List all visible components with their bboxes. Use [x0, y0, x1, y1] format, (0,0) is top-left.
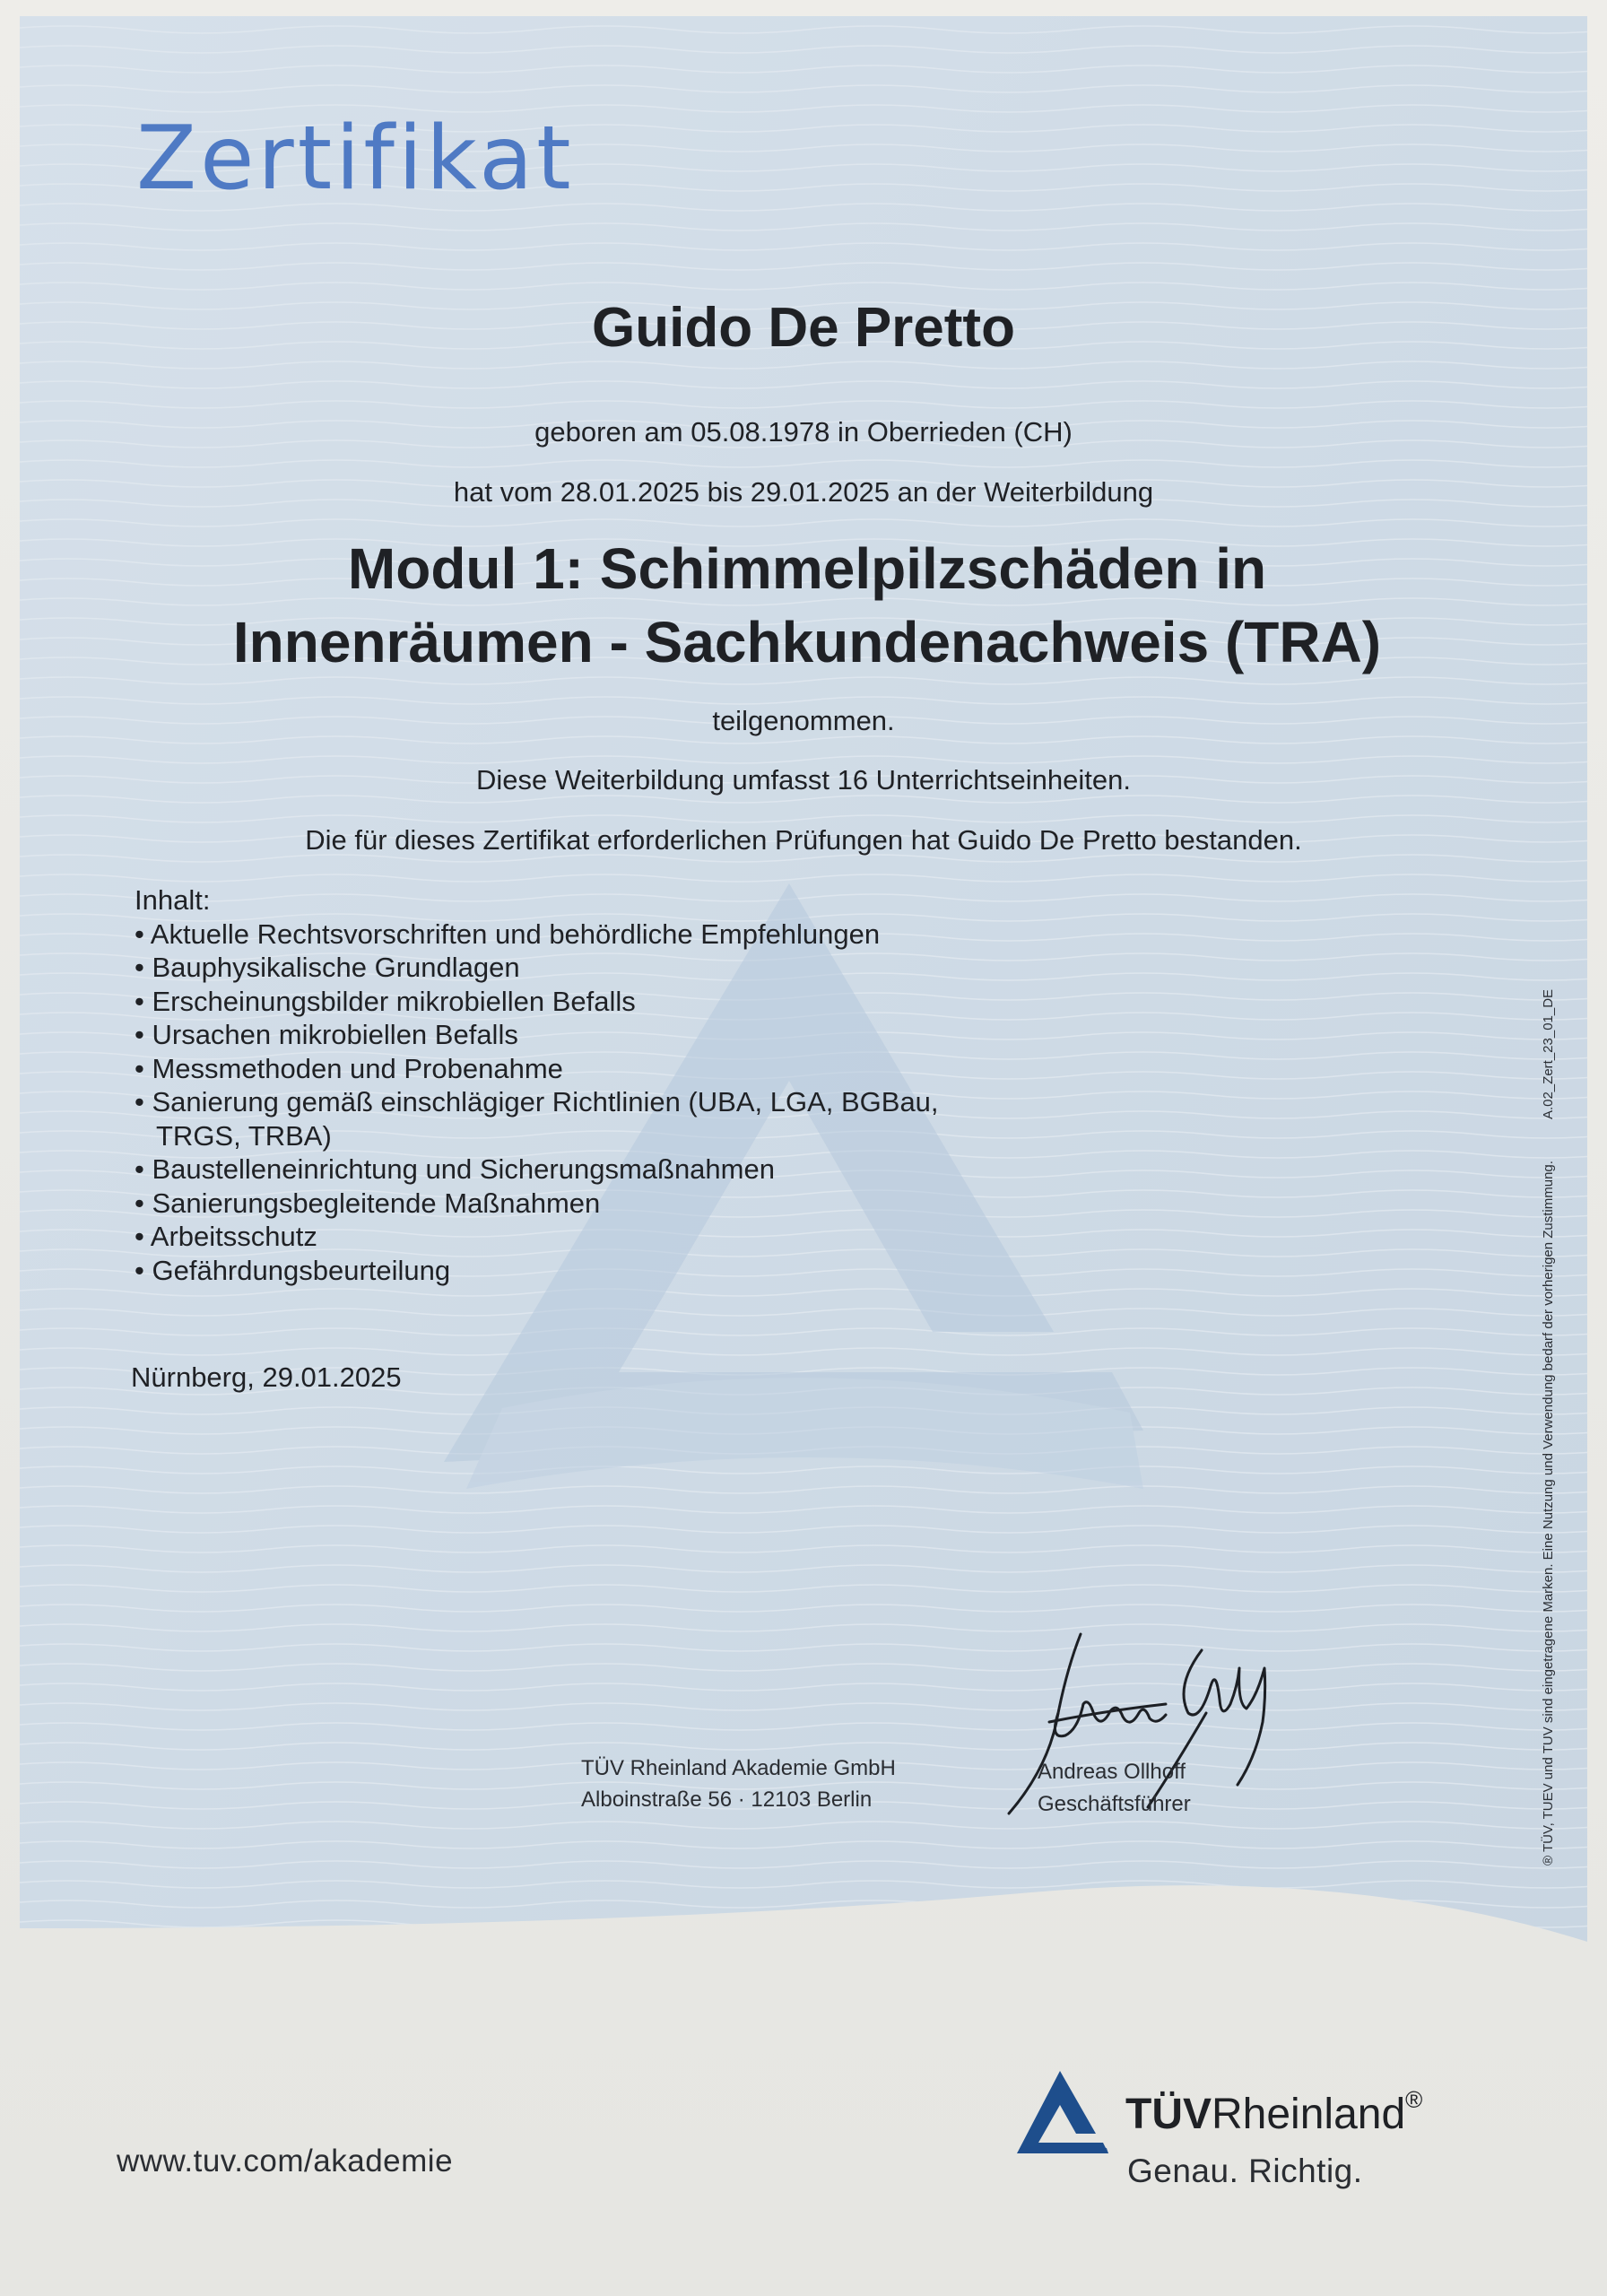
list-item-text: Gefährdungsbeurteilung [152, 1254, 451, 1286]
bullet: • [135, 1153, 144, 1185]
certificate-title: Zertifikat [136, 108, 575, 210]
module-title [0, 532, 1607, 679]
signer-block [1038, 1756, 1191, 1821]
list-item [135, 1220, 939, 1254]
signer-title: Geschäftsführer [1038, 1792, 1191, 1816]
recipient-name: Guido De Pretto [592, 297, 1015, 359]
place-date: Nürnberg, 29.01.2025 [131, 1361, 402, 1393]
birth-line: geboren am 05.08.1978 in Oberrieden (CH) [534, 416, 1073, 448]
list-item-text: Arbeitsschutz [150, 1221, 317, 1252]
units-line: Diese Weiterbildung umfasst 16 Unterrichtseinheiten. [475, 764, 1131, 796]
bullet: • [135, 1254, 144, 1286]
brand-tagline: Genau. Richtig. [1127, 2152, 1363, 2189]
bullet: • [135, 1187, 144, 1219]
list-item [135, 985, 939, 1019]
document-code: A.02_Zert_23_01_DE [1541, 988, 1556, 1120]
list-item-text: Bauphysikalische Grundlagen [152, 952, 520, 983]
list-item-text: Erscheinungsbilder mikrobiellen Befalls [152, 985, 636, 1017]
list-item-text: Messmethoden und Probenahme [152, 1052, 563, 1084]
bullet: • [135, 1052, 144, 1084]
bullet: • [135, 952, 144, 983]
organization-address: Alboinstraße 56 · 12103 Berlin [581, 1787, 873, 1812]
bullet: • [135, 1086, 144, 1118]
bullet: • [135, 1221, 144, 1252]
module-title-line-1: Modul 1: Schimmelpilzschäden in [347, 536, 1267, 601]
registered-mark: ® [1405, 2086, 1423, 2113]
list-item-continuation: TRGS, TRBA) [156, 1119, 332, 1152]
content-list [135, 918, 939, 1288]
list-item-text: Ursachen mikrobiellen Befalls [152, 1019, 518, 1050]
brand-name [1125, 2086, 1423, 2139]
organization-block [581, 1752, 896, 1815]
organization-name: TÜV Rheinland Akademie GmbH [581, 1756, 896, 1780]
list-item [135, 1187, 939, 1221]
trademark-note [1541, 989, 1556, 1866]
tuv-triangle-logo [1013, 2067, 1112, 2157]
list-item [135, 1052, 939, 1086]
list-item-text: Sanierungsbegleitende Maßnahmen [152, 1187, 601, 1219]
period-line: hat vom 28.01.2025 bis 29.01.2025 an der Weiterbildung [453, 476, 1154, 508]
bullet: • [135, 1019, 144, 1050]
content-heading: Inhalt: [135, 884, 211, 916]
list-item [135, 951, 939, 985]
list-item-text: Sanierung gemäß einschlägiger Richtlinien (UBA, LGA, BGBau, [152, 1086, 939, 1118]
list-item [135, 1085, 939, 1152]
exam-line: Die für dieses Zertifikat erforderlichen Prüfungen hat Guido De Pretto bestanden. [305, 824, 1302, 856]
participated-line: teilgenommen. [712, 705, 895, 736]
website-link[interactable]: www.tuv.com/akademie [117, 2144, 454, 2179]
list-item [135, 1018, 939, 1052]
list-item [135, 918, 939, 952]
bullet: • [135, 985, 144, 1017]
trademark-text: ® TÜV, TUEV und TUV sind eingetragene Marken. Eine Nutzung und Verwendung bedarf der vorherigen Zustimmung. [1541, 1161, 1556, 1866]
signer-name: Andreas Ollhoff [1038, 1760, 1186, 1784]
bullet: • [135, 918, 144, 950]
list-item [135, 1152, 939, 1187]
list-item-text: Aktuelle Rechtsvorschriften und behördliche Empfehlungen [150, 918, 881, 950]
brand-regular: Rheinland [1212, 2091, 1406, 2138]
brand-bold: TÜV [1125, 2091, 1212, 2138]
module-title-line-2: Innenräumen - Sachkundenachweis (TRA) [232, 610, 1382, 674]
list-item [135, 1254, 939, 1288]
content-section [135, 883, 939, 1287]
list-item-text: Baustelleneinrichtung und Sicherungsmaßnahmen [152, 1153, 775, 1185]
